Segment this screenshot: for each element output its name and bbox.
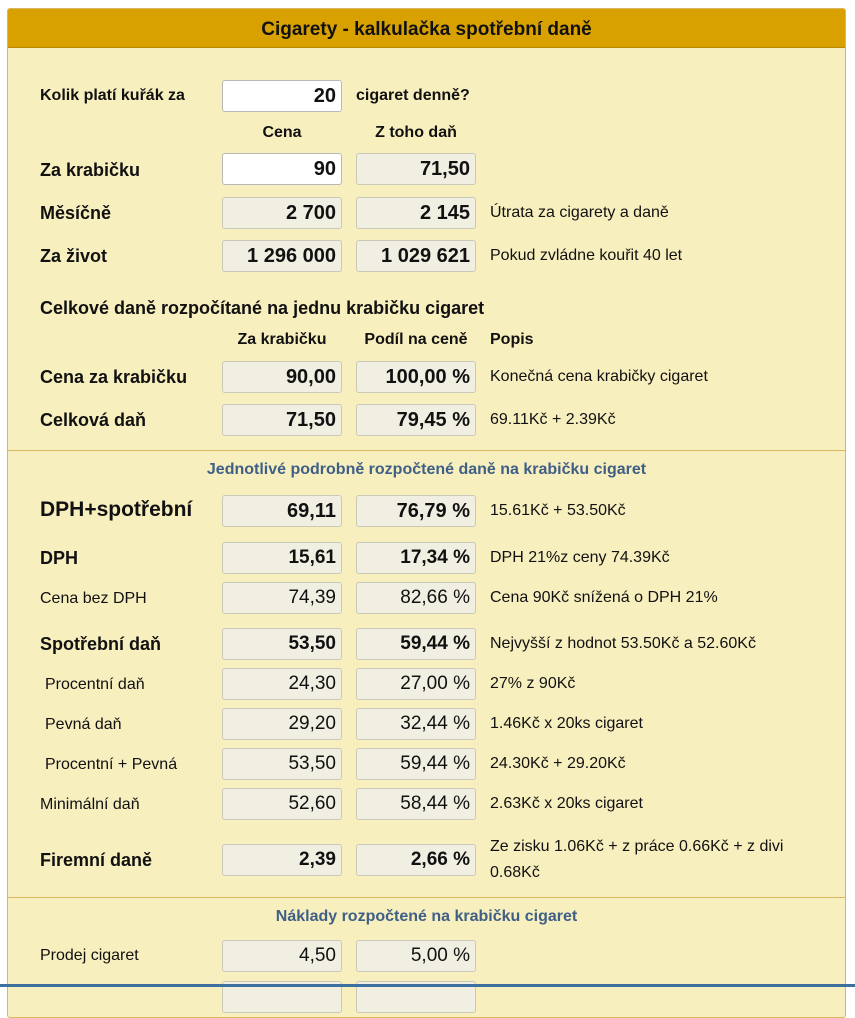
minimum-tax-value: 52,60 xyxy=(222,788,342,820)
fixed-tax-desc: 1.46Kč x 20ks cigaret xyxy=(490,715,643,732)
percent-plus-fixed-desc: 24.30Kč + 29.20Kč xyxy=(490,755,626,772)
cigarette-sales-value: 4,50 xyxy=(222,940,342,972)
price-without-vat-share: 82,66 % xyxy=(356,582,476,614)
corporate-taxes-desc-line2: 0.68Kč xyxy=(490,864,540,881)
section3-heading: Jednotlivé podrobně rozpočtené daně na krabičku cigaret xyxy=(206,461,647,478)
vat-share: 17,34 % xyxy=(356,542,476,574)
row-label-vat: DPH xyxy=(40,548,79,568)
vat-value: 15,61 xyxy=(222,542,342,574)
header-tax-part: Z toho daň xyxy=(375,124,457,141)
excise-tax-value: 53,50 xyxy=(222,628,342,660)
percent-tax-desc: 27% z 90Kč xyxy=(490,675,576,692)
excise-tax-desc: Nejvyšší z hodnot 53.50Kč a 52.60Kč xyxy=(490,635,756,652)
pack-price-total: 90,00 xyxy=(222,361,342,393)
question-suffix: cigaret denně? xyxy=(356,87,470,104)
row-label-vat-excise: DPH+spotřební xyxy=(40,498,193,521)
price-without-vat-value: 74,39 xyxy=(222,582,342,614)
vat-desc: DPH 21%z ceny 74.39Kč xyxy=(490,549,670,566)
lifetime-tax-value: 1 029 621 xyxy=(356,240,476,272)
row-label-minimum-tax: Minimální daň xyxy=(40,796,140,813)
percent-tax-value: 24,30 xyxy=(222,668,342,700)
pack-price-input[interactable]: 90 xyxy=(222,153,342,185)
minimum-tax-desc: 2.63Kč x 20ks cigaret xyxy=(490,795,643,812)
total-tax-value: 71,50 xyxy=(222,404,342,436)
header-description: Popis xyxy=(490,331,534,348)
title-bar xyxy=(8,9,845,48)
row-label-price-without-vat: Cena bez DPH xyxy=(40,590,147,607)
lifetime-desc: Pokud zvládne kouřit 40 let xyxy=(490,247,683,264)
row-label-pack-price: Cena za krabičku xyxy=(40,367,188,387)
corporate-taxes-share: 2,66 % xyxy=(356,844,476,876)
header-price: Cena xyxy=(262,124,302,141)
monthly-price-value: 2 700 xyxy=(222,197,342,229)
row-label-total-tax: Celková daň xyxy=(40,410,147,430)
percent-plus-fixed-share: 59,44 % xyxy=(356,748,476,780)
header-share: Podíl na ceně xyxy=(364,331,468,348)
fixed-tax-value: 29,20 xyxy=(222,708,342,740)
row-label-corporate-taxes: Firemní daně xyxy=(40,850,153,870)
lifetime-price-value: 1 296 000 xyxy=(222,240,342,272)
pack-price-desc: Konečná cena krabičky cigaret xyxy=(490,368,708,385)
row-label-fixed-tax: Pevná daň xyxy=(45,716,122,733)
row-label-per-pack: Za krabičku xyxy=(40,160,141,180)
minimum-tax-share: 58,44 % xyxy=(356,788,476,820)
vat-excise-desc: 15.61Kč + 53.50Kč xyxy=(490,502,626,519)
row-label-percent-tax: Procentní daň xyxy=(45,676,145,693)
section4-heading: Náklady rozpočtené na krabičku cigaret xyxy=(275,908,578,925)
percent-plus-fixed-value: 53,50 xyxy=(222,748,342,780)
total-tax-desc: 69.11Kč + 2.39Kč xyxy=(490,411,616,428)
row-label-lifetime: Za život xyxy=(40,246,108,266)
divider-2 xyxy=(8,897,845,898)
excise-tax-share: 59,44 % xyxy=(356,628,476,660)
cigarette-count-input[interactable]: 20 xyxy=(222,80,342,112)
row-label-percent-plus-fixed: Procentní + Pevná xyxy=(45,756,178,773)
section2-heading: Celkové daně rozpočítané na jednu krabičku cigaret xyxy=(40,298,485,318)
header-per-pack: Za krabičku xyxy=(237,331,327,348)
row-label-excise-tax: Spotřební daň xyxy=(40,634,161,654)
percent-tax-share: 27,00 % xyxy=(356,668,476,700)
monthly-desc: Útrata za cigarety a daně xyxy=(490,204,669,221)
corporate-taxes-value: 2,39 xyxy=(222,844,342,876)
divider-1 xyxy=(8,450,845,451)
question-prefix: Kolik platí kuřák za xyxy=(40,87,185,104)
vat-excise-share: 76,79 % xyxy=(356,495,476,527)
fixed-tax-share: 32,44 % xyxy=(356,708,476,740)
row-label-monthly: Měsíčně xyxy=(40,203,112,223)
pack-price-share: 100,00 % xyxy=(356,361,476,393)
monthly-tax-value: 2 145 xyxy=(356,197,476,229)
calculator-panel xyxy=(7,8,846,1018)
page-title: Cigarety - kalkulačka spotřební daně xyxy=(261,19,592,40)
pack-tax-value: 71,50 xyxy=(356,153,476,185)
cigarette-sales-share: 5,00 % xyxy=(356,940,476,972)
row-label-cigarette-sales: Prodej cigaret xyxy=(40,947,139,964)
corporate-taxes-desc-line1: Ze zisku 1.06Kč + z práce 0.66Kč + z divi xyxy=(490,838,784,855)
price-without-vat-desc: Cena 90Kč snížená o DPH 21% xyxy=(490,589,718,606)
total-tax-share: 79,45 % xyxy=(356,404,476,436)
vat-excise-value: 69,11 xyxy=(222,495,342,527)
